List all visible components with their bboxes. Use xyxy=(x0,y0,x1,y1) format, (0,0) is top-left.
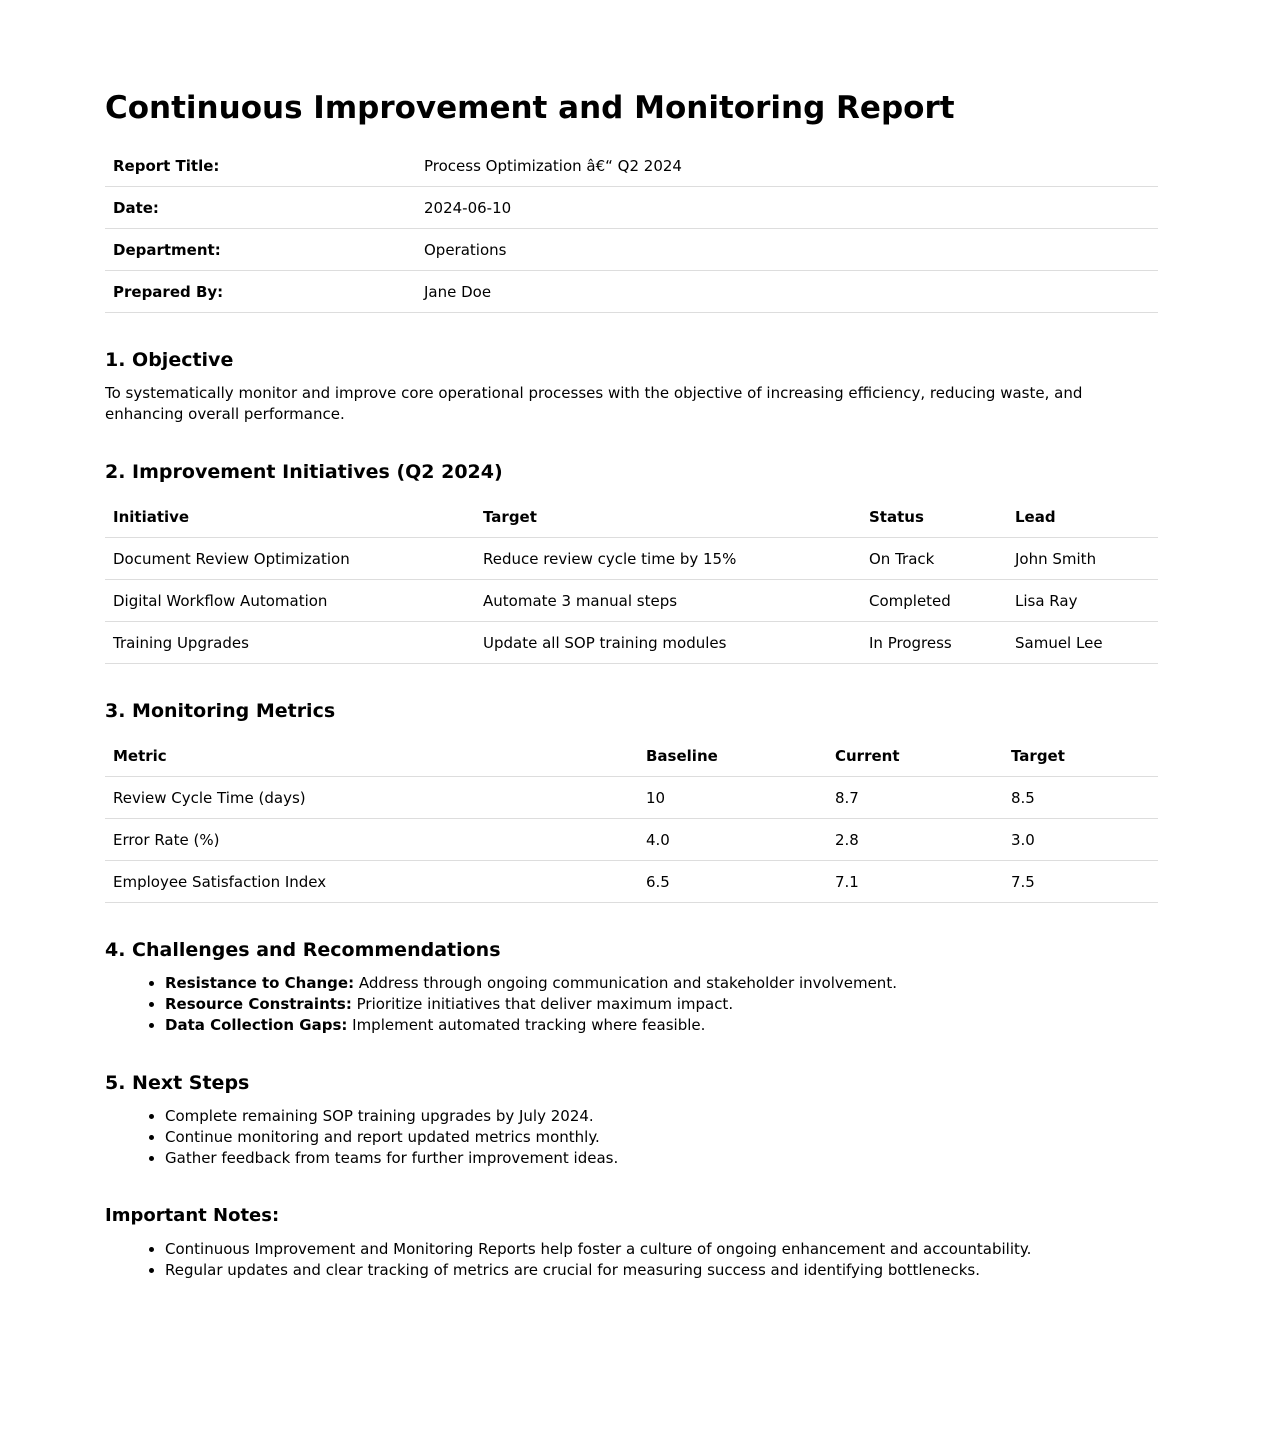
metrics-table xyxy=(105,735,1158,903)
table-cell: Samuel Lee xyxy=(1007,622,1158,664)
challenge-label: Resource Constraints: xyxy=(165,995,352,1013)
table-row xyxy=(105,777,1158,819)
table-cell: 7.5 xyxy=(1003,861,1158,903)
column-header: Baseline xyxy=(638,735,827,777)
table-row xyxy=(105,580,1158,622)
column-header: Current xyxy=(827,735,1003,777)
table-cell: Completed xyxy=(861,580,1007,622)
challenges-heading: 4. Challenges and Recommendations xyxy=(105,939,501,961)
meta-row xyxy=(105,271,1158,313)
table-cell: 7.1 xyxy=(827,861,1003,903)
table-cell: 3.0 xyxy=(1003,819,1158,861)
metrics-heading: 3. Monitoring Metrics xyxy=(105,700,336,722)
meta-value: Operations xyxy=(416,229,1158,271)
list-item: • Gather feedback from teams for further improvement ideas. xyxy=(165,1148,1158,1169)
report-page xyxy=(105,0,1158,1300)
initiatives-table xyxy=(105,496,1158,664)
table-cell: Document Review Optimization xyxy=(105,538,475,580)
meta-key: Report Title: xyxy=(105,145,416,187)
column-header: Target xyxy=(475,496,861,538)
table-row xyxy=(105,622,1158,664)
table-cell: 8.7 xyxy=(827,777,1003,819)
list-item xyxy=(165,994,1158,1015)
page-title: Continuous Improvement and Monitoring Report xyxy=(105,90,955,126)
notes-heading: Important Notes: xyxy=(105,1205,280,1226)
meta-value: Process Optimization â€“ Q2 2024 xyxy=(416,145,1158,187)
table-cell: Update all SOP training modules xyxy=(475,622,861,664)
table-row xyxy=(105,538,1158,580)
list-item xyxy=(165,973,1158,994)
table-cell: Digital Workflow Automation xyxy=(105,580,475,622)
meta-value: Jane Doe xyxy=(416,271,1158,313)
column-header: Initiative xyxy=(105,496,475,538)
meta-row xyxy=(105,187,1158,229)
table-cell: Lisa Ray xyxy=(1007,580,1158,622)
challenges-list xyxy=(105,973,1158,1036)
table-cell: 2.8 xyxy=(827,819,1003,861)
meta-row xyxy=(105,229,1158,271)
table-cell: John Smith xyxy=(1007,538,1158,580)
table-cell: On Track xyxy=(861,538,1007,580)
objective-heading: 1. Objective xyxy=(105,349,234,371)
initiatives-heading: 2. Improvement Initiatives (Q2 2024) xyxy=(105,461,503,483)
meta-key: Date: xyxy=(105,187,416,229)
column-header: Metric xyxy=(105,735,638,777)
list-item xyxy=(165,1015,1158,1036)
table-cell: Error Rate (%) xyxy=(105,819,638,861)
list-item: • Complete remaining SOP training upgrades by July 2024. xyxy=(165,1106,1158,1127)
challenge-label: Data Collection Gaps: xyxy=(165,1016,348,1034)
table-cell: Reduce review cycle time by 15% xyxy=(475,538,861,580)
meta-value: 2024-06-10 xyxy=(416,187,1158,229)
table-cell: Review Cycle Time (days) xyxy=(105,777,638,819)
table-cell: 10 xyxy=(638,777,827,819)
report-meta-table xyxy=(105,145,1158,313)
objective-text: To systematically monitor and improve core operational processes with the objective of increasing efficiency, reducing waste, and enhancing overall performance. xyxy=(105,384,1083,423)
meta-row xyxy=(105,145,1158,187)
table-cell: 6.5 xyxy=(638,861,827,903)
table-cell: 4.0 xyxy=(638,819,827,861)
notes-list xyxy=(105,1239,1158,1281)
table-row xyxy=(105,861,1158,903)
table-row xyxy=(105,819,1158,861)
list-item: • Continue monitoring and report updated metrics monthly. xyxy=(165,1127,1158,1148)
next-steps-list xyxy=(105,1106,1158,1169)
list-item: • Continuous Improvement and Monitoring Reports help foster a culture of ongoing enhancement and accountability. xyxy=(165,1239,1158,1260)
column-header: Status xyxy=(861,496,1007,538)
table-cell: In Progress xyxy=(861,622,1007,664)
meta-key: Department: xyxy=(105,229,416,271)
column-header: Lead xyxy=(1007,496,1158,538)
column-header: Target xyxy=(1003,735,1158,777)
table-header-row xyxy=(105,735,1158,777)
challenge-text: Prioritize initiatives that deliver maximum impact. xyxy=(351,995,734,1013)
table-cell: Employee Satisfaction Index xyxy=(105,861,638,903)
list-item: • Regular updates and clear tracking of metrics are crucial for measuring success and identifying bottlenecks. xyxy=(165,1260,1158,1281)
challenge-text: Implement automated tracking where feasible. xyxy=(347,1016,706,1034)
challenge-text: Address through ongoing communication and stakeholder involvement. xyxy=(354,974,897,992)
table-cell: Automate 3 manual steps xyxy=(475,580,861,622)
meta-key: Prepared By: xyxy=(105,271,416,313)
table-cell: Training Upgrades xyxy=(105,622,475,664)
next-steps-heading: 5. Next Steps xyxy=(105,1072,250,1094)
table-cell: 8.5 xyxy=(1003,777,1158,819)
challenge-label: Resistance to Change: xyxy=(165,974,355,992)
table-header-row xyxy=(105,496,1158,538)
